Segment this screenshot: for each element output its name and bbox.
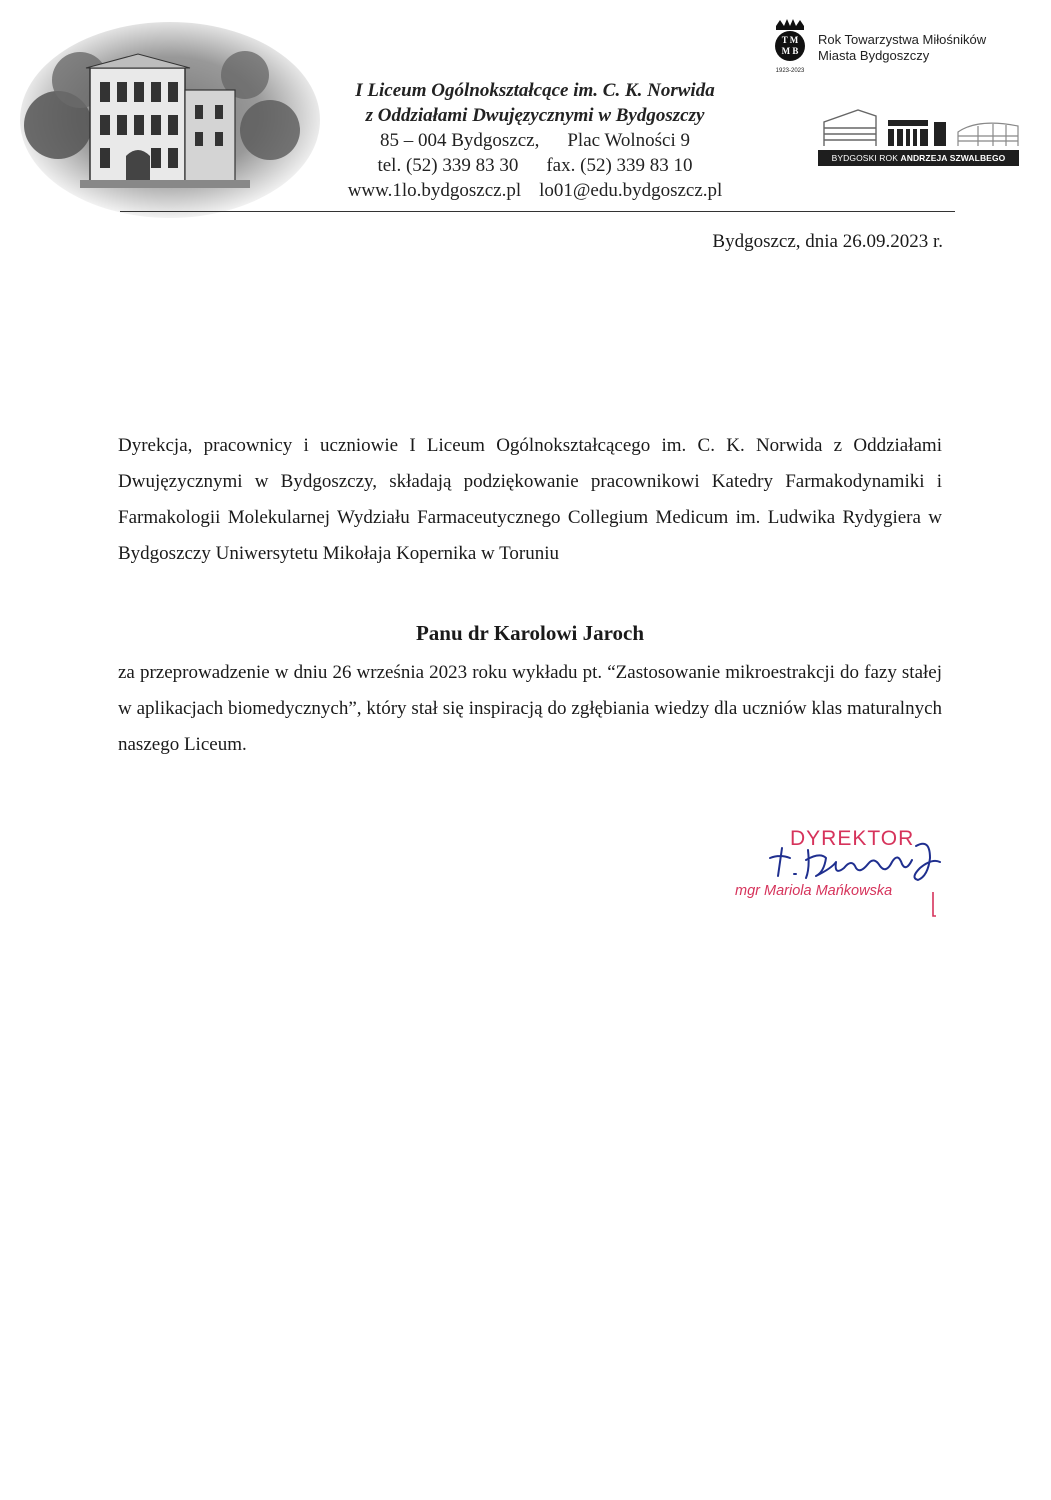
school-name-suffix: z Oddziałami Dwujęzycznymi w Bydgoszczy xyxy=(365,105,705,126)
school-letterhead xyxy=(300,78,770,203)
szwalbe-label-regular: BYDGOSKI ROK xyxy=(831,153,898,163)
letter-date: Bydgoszcz, dnia 26.09.2023 r. xyxy=(712,231,943,252)
header-divider xyxy=(120,211,955,212)
school-contacts xyxy=(300,178,770,203)
school-building-illustration xyxy=(20,20,320,220)
school-fax: fax. (52) 339 83 10 xyxy=(546,155,693,176)
school-phones xyxy=(300,153,770,178)
school-email-link[interactable]: lo01@edu.bydgoszcz.pl xyxy=(539,180,723,201)
tmmb-logo-text xyxy=(818,32,1018,64)
school-tel: tel. (52) 339 83 30 xyxy=(377,155,519,176)
school-address xyxy=(300,128,770,153)
school-street: Plac Wolności 9 xyxy=(567,130,691,151)
szwalbe-label-bold: ANDRZEJA SZWALBEGO xyxy=(900,153,1006,163)
school-name: I Liceum Ogólnokształcące im. C. K. Norwida xyxy=(355,80,715,101)
letter-paragraph-intro: Dyrekcja, pracownicy i uczniowie I Liceum Ogólnokształcącego im. C. K. Norwida z Oddziałami Dwujęzycznymi w Bydgoszczy, składają podziękowanie pracownikowi Katedry Farmakodynamiki i Farmakologii Molekularnej Wydziału Farmaceutycznego Collegium Medicum im. Ludwika Rydygiera w Bydgoszczy Uniwersytetu Mikołaja Kopernika w Toruniu xyxy=(118,435,942,564)
stamp-name: mgr Mariola Mańkowska xyxy=(735,883,893,899)
stamp-bracket xyxy=(931,892,937,918)
stamp-title: DYREKTOR xyxy=(790,827,915,850)
tmmb-logo-icon xyxy=(772,16,808,76)
letter-paragraph-thanks: za przeprowadzenie w dniu 26 września 2023 roku wykładu pt. “Zastosowanie mikroestrakcji do fazy stałej w aplikacjach biomedycznych”, który stał się inspiracją do zgłębiania wiedzy dla uczniów klas maturalnych naszego Liceum. xyxy=(118,662,942,755)
school-postal: 85 – 004 Bydgoszcz, xyxy=(379,130,540,151)
tmmb-letters-bottom: M B xyxy=(781,46,799,56)
tmmb-letters-top: T M xyxy=(781,35,799,45)
school-website-link[interactable]: www.1lo.bydgoszcz.pl xyxy=(347,180,522,201)
szwalbe-year-logo-graphic xyxy=(818,102,1022,148)
tmmb-text-line1: Rok Towarzystwa Miłośników xyxy=(818,32,987,47)
szwalbe-year-logo-label xyxy=(818,150,1019,166)
letter-recipient: Panu dr Karolowi Jaroch xyxy=(415,621,645,645)
tmmb-text-line2: Miasta Bydgoszczy xyxy=(818,48,930,63)
tmmb-years: 1923-2023 xyxy=(775,68,805,74)
